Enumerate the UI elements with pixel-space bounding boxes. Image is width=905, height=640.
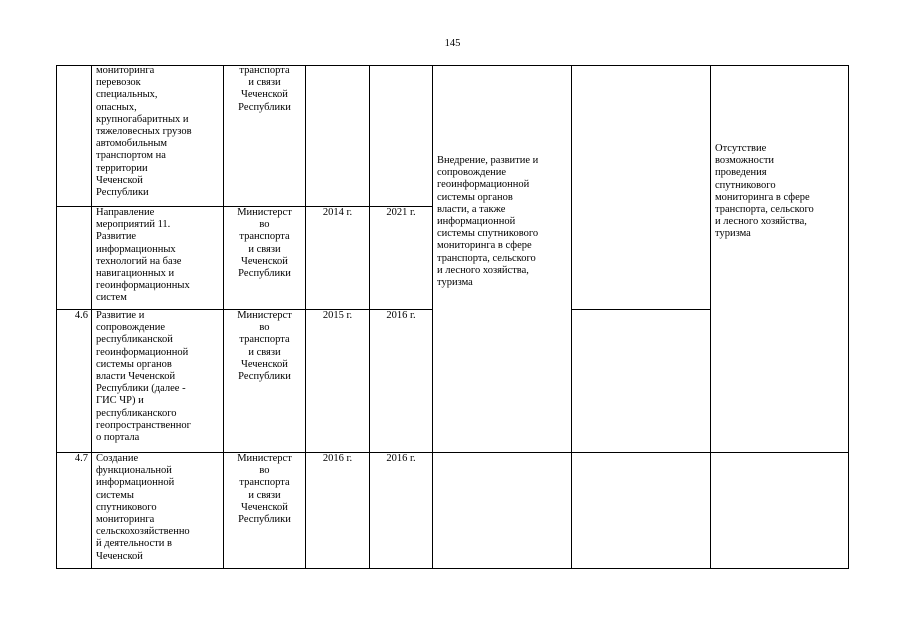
cell-result-row4 <box>432 452 572 569</box>
consequence-text: Отсутствие возможности проведения спутникового мониторинга в сфере транспорта, сельского и лесного хозяйства, туризма <box>715 143 814 240</box>
cell-num-row3 <box>56 309 92 453</box>
row4-end: 2016 г. <box>386 453 416 464</box>
cell-start-row1 <box>305 65 370 207</box>
cell-end-row4 <box>369 452 433 569</box>
row4-start: 2016 г. <box>322 453 353 464</box>
row3-executor: Министерст во транспорта и связи Чеченской Республики <box>237 310 292 383</box>
row2-end: 2021 г. <box>386 207 416 218</box>
cell-implemented-row3 <box>571 309 711 453</box>
cell-consequence-merged <box>710 65 849 453</box>
row3-start: 2015 г. <box>322 310 353 321</box>
cell-end-row3 <box>369 309 433 453</box>
cell-num-row4 <box>56 452 92 569</box>
cell-implemented-row4 <box>571 452 711 569</box>
cell-start-row2 <box>305 206 370 310</box>
cell-num-row1 <box>56 65 92 207</box>
row1-name: мониторинга перевозок специальных, опасных, крупногабаритных и тяжеловесных грузов автомобильным транспортом на территории Чеченской Республики <box>96 65 192 199</box>
cell-start-row4 <box>305 452 370 569</box>
cell-end-row1 <box>369 65 433 207</box>
expected-result-text: Внедрение, развитие и сопровождение геоинформационной системы органов власти, а также информационной системы спутникового мониторинга в сфере транспорта, сельского и лесного хозяйства, туризма <box>437 155 539 289</box>
row4-num: 4.7 <box>74 453 88 464</box>
row4-executor: Министерст во транспорта и связи Чеченской Республики <box>237 453 292 526</box>
cell-consequence-row4 <box>710 452 849 569</box>
cell-start-row3 <box>305 309 370 453</box>
row3-name: Развитие и сопровождение республиканской геоинформационной системы органов власти Чеченской Республики (далее - ГИС ЧР) и республиканского геопространственног о портала <box>96 310 191 444</box>
row2-start: 2014 г. <box>322 207 353 218</box>
row1-executor: транспорта и связи Чеченской Республики <box>238 65 291 113</box>
row2-name: Направление мероприятий 11. Развитие информационных технологий на базе навигационных и геоинформационных систем <box>96 207 190 304</box>
row2-executor: Министерст во транспорта и связи Чеченской Республики <box>237 207 292 280</box>
row3-num: 4.6 <box>74 310 88 321</box>
row3-end: 2016 г. <box>386 310 416 321</box>
page-number: 145 <box>444 38 461 49</box>
cell-implemented-row1-2 <box>571 65 711 310</box>
cell-num-row2 <box>56 206 92 310</box>
row4-name: Создание функциональной информационной системы спутникового мониторинга сельскохозяйственно й деятельности в Чеченской <box>96 453 190 562</box>
cell-end-row2 <box>369 206 433 310</box>
